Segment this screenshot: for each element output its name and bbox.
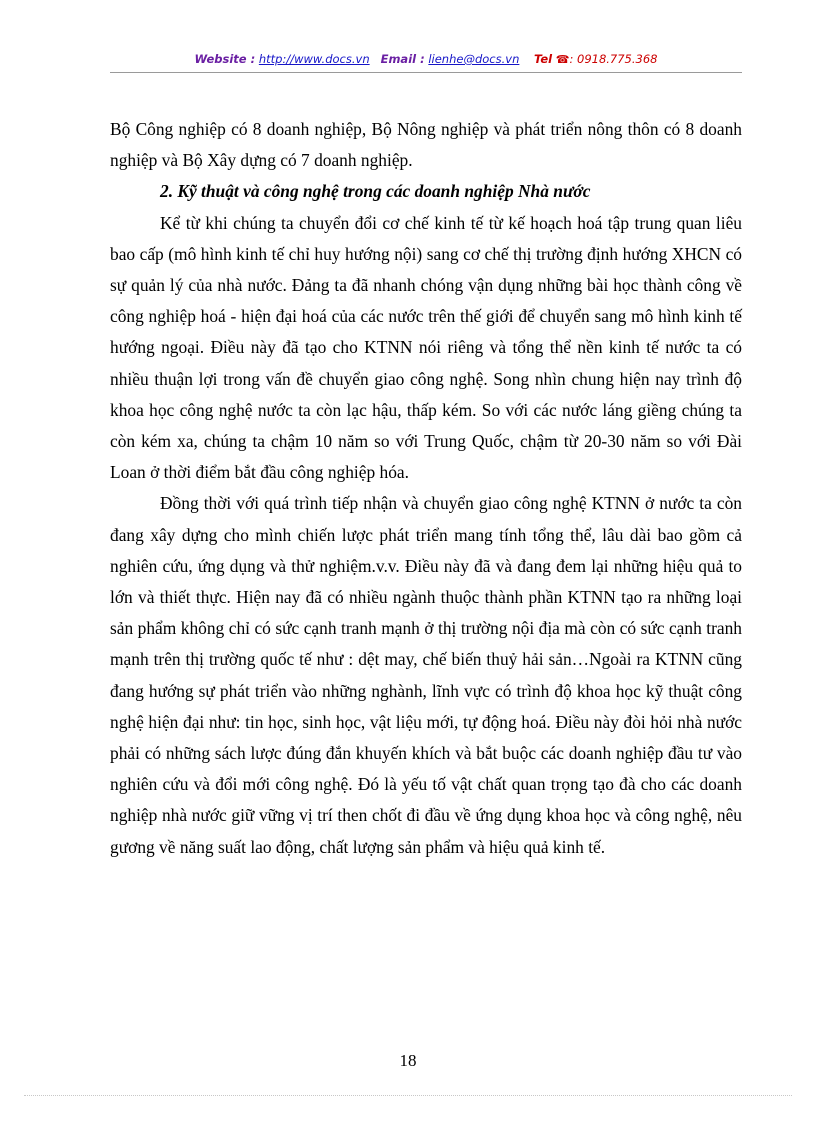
header-divider xyxy=(110,72,742,73)
paragraph-technology: Kể từ khi chúng ta chuyển đổi cơ chế kinh tế từ kế hoạch hoá tập trung quan liêu bao cấp (mô hình kinh tế chỉ huy hướng nội) sang cơ chế thị trường định hướng XHCN có sự quản lý của nhà nước. Đảng ta đã nhanh chóng vận dụng những bài học thành công về công nghiệp hoá - hiện đại hoá của các nước trên thế giới để chuyển sang mô hình kinh tế hướng ngoại. Điều này đã tạo cho KTNN nói riêng và tổng thể nền kinh tế nước ta có nhiều thuận lợi trong vấn đề chuyển giao công nghệ. Song nhìn chung hiện nay trình độ khoa học công nghệ nước ta còn lạc hậu, thấp kém. So với các nước láng giềng chúng ta còn kém xa, chúng ta chậm 10 năm so với Trung Quốc, chậm từ 20-30 năm so với Đài Loan ở thời điểm bắt đầu công nghiệp hóa. xyxy=(110,212,742,483)
phone-number: : 0918.775.368 xyxy=(569,52,658,66)
tel-label: Tel xyxy=(534,52,553,66)
email-label: Email : xyxy=(380,52,425,66)
website-link[interactable]: http://www.docs.vn xyxy=(258,52,370,66)
document-body xyxy=(110,114,742,863)
footer-divider xyxy=(24,1095,792,1096)
paragraph-intro: Bộ Công nghiệp có 8 doanh nghiệp, Bộ Nông nghiệp và phát triển nông thôn có 8 doanh nghiệp và Bộ Xây dựng có 7 doanh nghiệp. xyxy=(110,119,742,171)
email-link[interactable]: lienhe@docs.vn xyxy=(428,52,520,66)
section-heading: 2. Kỹ thuật và công nghệ trong các doanh nghiệp Nhà nước xyxy=(160,181,591,202)
website-label: Website : xyxy=(194,52,256,66)
page-number: 18 xyxy=(399,1051,417,1070)
page-header xyxy=(110,52,742,66)
paragraph-strategy: Đồng thời với quá trình tiếp nhận và chuyển giao công nghệ KTNN ở nước ta còn đang xây dựng cho mình chiến lược phát triển mang tính tổng thể, lâu dài bao gồm cả nghiên cứu, ứng dụng và thử nghiệm.v.v. Điều này đã và đang đem lại những hiệu quả to lớn và thiết thực. Hiện nay đã có nhiều ngành thuộc thành phần KTNN tạo ra những loại sản phẩm không chỉ có sức cạnh tranh mạnh ở thị trường nội địa mà còn có sức cạnh tranh mạnh trên thị trường quốc tế như : dệt may, chế biến thuỷ hải sản…Ngoài ra KTNN cũng đang hướng sự phát triển vào những nghành, lĩnh vực có trình độ khoa học kỹ thuật công nghệ hiện đại như: tin học, sinh học, vật liệu mới, tự động hoá. Điều này đòi hỏi nhà nước phải có những sách lược đúng đắn khuyến khích và bắt buộc các doanh nghiệp đầu tư vào nghiên cứu và đổi mới công nghệ. Đó là yếu tố vật chất quan trọng tạo đà cho các doanh nghiệp nhà nước giữ vững vị trí then chốt đi đầu về ứng dụng khoa học và công nghệ, nêu gương về năng suất lao động, chất lượng sản phẩm và hiệu quả kinh tế. xyxy=(110,493,742,857)
phone-icon: ☎ xyxy=(555,53,570,66)
